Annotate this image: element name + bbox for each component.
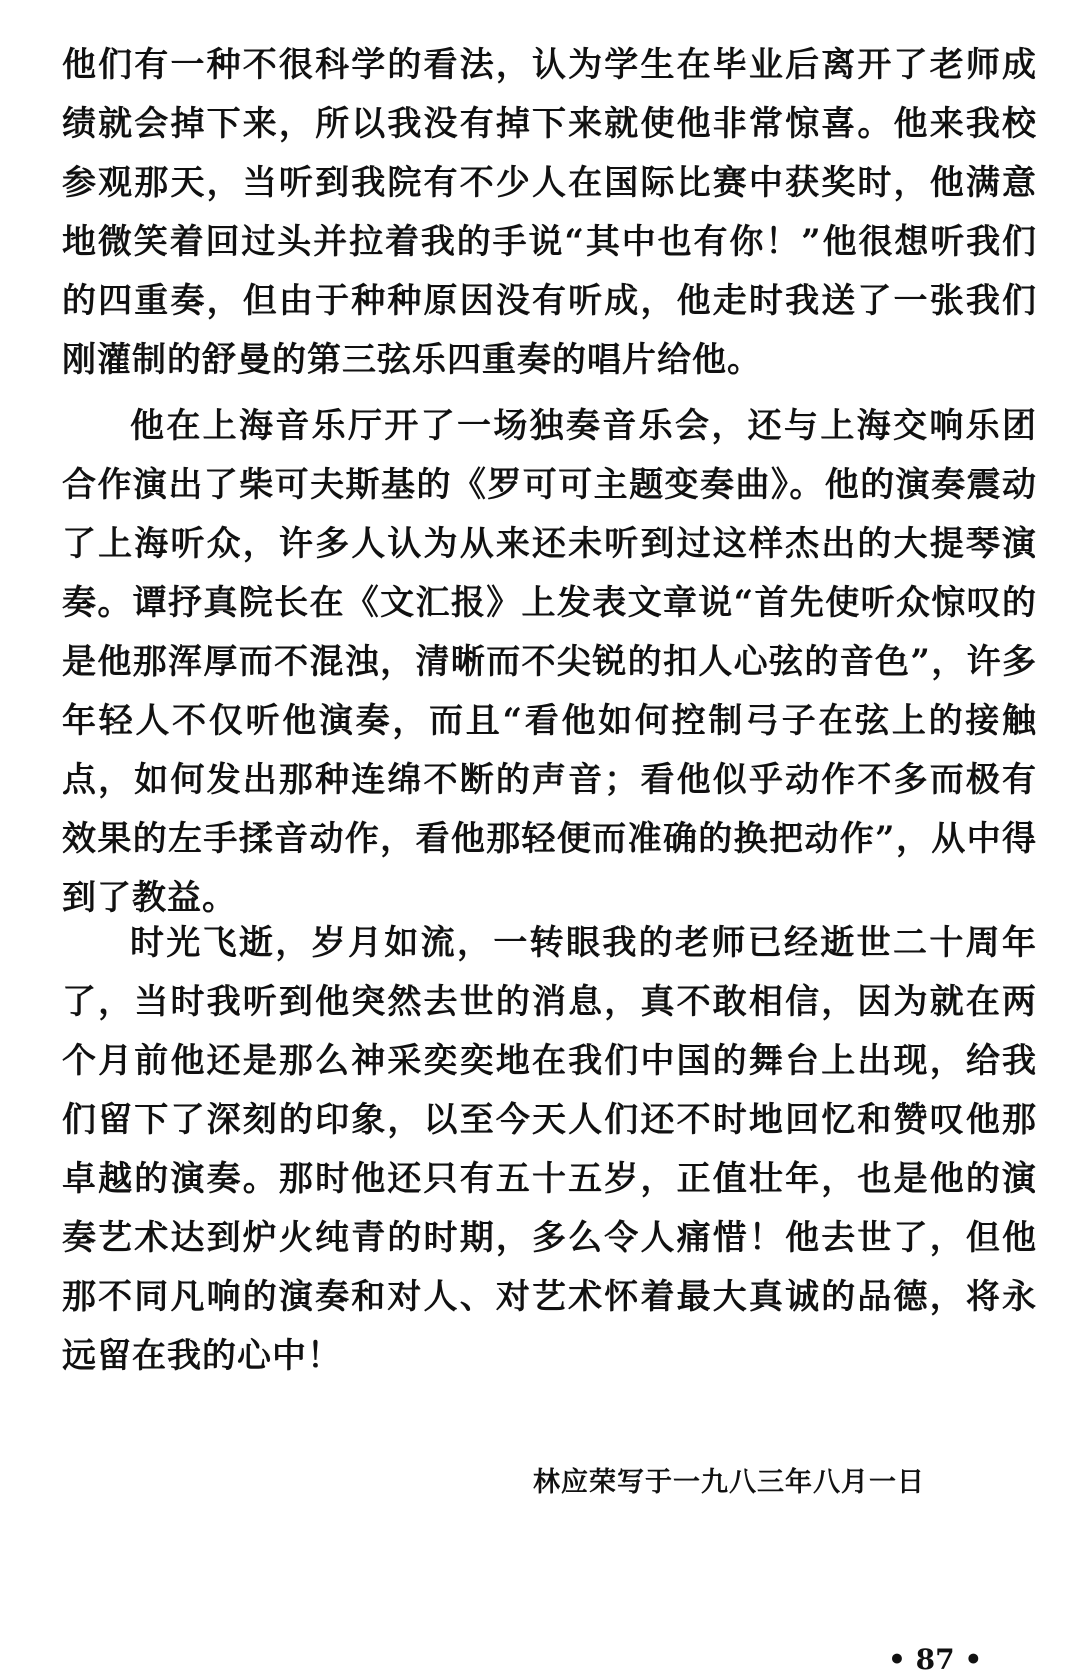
- page-number: • 87 •: [888, 1643, 983, 1676]
- paragraph-1: 他们有一种不很科学的看法，认为学生在毕业后离开了老师成绩就会掉下来，所以我没有掉下来就使他非常惊喜。他来我校参观那天，当听到我院有不少人在国际比赛中获奖时，他满意地微笑着回过头并拉着我的手说“其中也有你！”他很想听我们的四重奏，但由于种种原因没有听成，他走时我送了一张我们刚灌制的舒曼的第三弦乐四重奏的唱片给他。: [62, 45, 1037, 380]
- paragraph-3: 时光飞逝，岁月如流，一转眼我的老师已经逝世二十周年了，当时我听到他突然去世的消息，真不敢相信，因为就在两个月前他还是那么神采奕奕地在我们中国的舞台上出现，给我们留下了深刻的印象，以至今天人们还不时地回忆和赞叹他那卓越的演奏。那时他还只有五十五岁，正值壮年，也是他的演奏艺术达到炉火纯青的时期，多么令人痛惜！他去世了，但他那不同凡响的演奏和对人、对艺术怀着最大真诚的品德，将永远留在我的心中！: [62, 923, 1037, 1376]
- author-signature-line: 林应荣写于一九八三年八月一日: [533, 1467, 925, 1498]
- paragraph-2: 他在上海音乐厅开了一场独奏音乐会，还与上海交响乐团合作演出了柴可夫斯基的《罗可可主题变奏曲》。他的演奏震动了上海听众，许多人认为从来还未听到过这样杰出的大提琴演奏。谭抒真院长在《文汇报》上发表文章说“首先使听众惊叹的是他那浑厚而不混浊，清晰而不尖锐的扣人心弦的音色”，许多年轻人不仅听他演奏，而且“看他如何控制弓子在弦上的接触点，如何发出那种连绵不断的声音；看他似乎动作不多而极有效果的左手揉音动作，看他那轻便而准确的换把动作”，从中得到了教益。: [62, 406, 1037, 918]
